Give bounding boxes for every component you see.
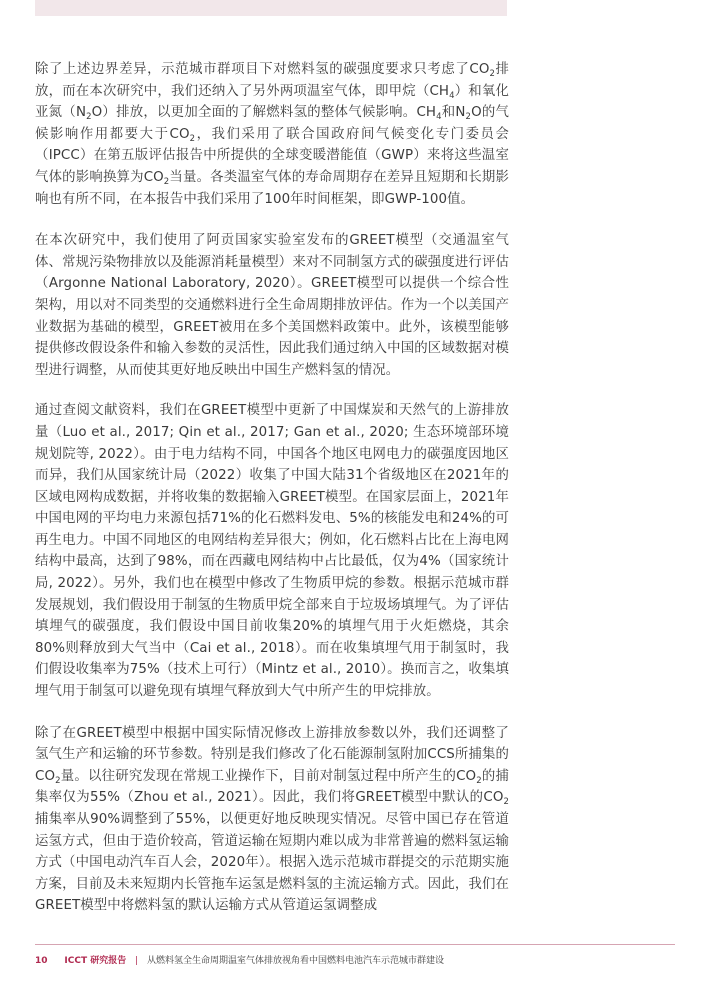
page-number: 10 xyxy=(35,956,48,966)
text-run: 在本次研究中，我们使用了阿贡国家实验室发布的GREET模型（交通温室气体、常规污染物排放以及能源消耗量模型）来对不同制氢方式的碳强度进行评估（Argonne National Laboratory, 2020）。GREET模型可以提供一个综合性架构，用以对不同类型的交通燃料进行全生命周期排放评估。作为一个以美国产业数据为基础的模型，GREET被用在多个美国燃料政策中。此外，该模型能够提供修改假设条件和输入参数的灵活性，因此我们通过纳入中国的区域数据对模型进行调整，从而使其更好地反映出中国生产燃料氢的情况。 xyxy=(35,233,509,378)
text-run: ）和氧化亚氮（N xyxy=(35,83,509,121)
paragraph-3 xyxy=(35,400,509,702)
subscript: 2 xyxy=(163,176,170,187)
footer-separator: | xyxy=(135,956,139,966)
text-run: ，我们采用了联合国政府间气候变化专门委员会（IPCC）在第五版评估报告中所提供的全球变暖潜能值（GWP）来将这些温室气体的影响换算为CO xyxy=(35,126,509,185)
text-run: 和N xyxy=(441,105,466,121)
paragraph-4 xyxy=(35,723,509,917)
text-run: 的捕集率仅为55%（Zhou et al., 2021）。因此，我们将GREET模型中默认的CO xyxy=(35,768,509,806)
report-title: 从燃料氢全生命周期温室气体排放视角看中国燃料电池汽车示范城市群建设 xyxy=(147,956,445,966)
report-series-label: ICCT 研究报告 xyxy=(64,956,127,966)
text-run: 量。以往研究发现在常规工业操作下，目前对制氢过程中所产生的CO xyxy=(60,768,477,784)
text-run: 除了上述边界差异，示范城市群项目下对燃料氢的碳强度要求只考虑了CO xyxy=(35,62,490,77)
subscript: 4 xyxy=(449,90,455,101)
text-run: O）排放，以更加全面的了解燃料氢的整体气候影响。CH xyxy=(91,105,437,121)
paragraph-1 xyxy=(35,59,509,210)
subscript: 2 xyxy=(476,775,482,786)
footer-divider xyxy=(35,944,675,945)
page-footer xyxy=(35,952,444,970)
subscript: 2 xyxy=(86,112,92,123)
paragraph-2 xyxy=(35,230,509,381)
text-run: 除了在GREET模型中根据中国实际情况修改上游排放参数以外，我们还调整了氢气生产和运输的环节参数。特别是我们修改了化石能源制氢附加CCS所捕集的CO xyxy=(35,725,509,784)
subscript: 4 xyxy=(436,112,442,123)
subscript: 2 xyxy=(465,112,472,123)
subscript: 2 xyxy=(189,133,196,144)
text-run: 捕集率从90%调整到了55%，以便更好地反映现实情况。尽管中国已存在管道运氢方式，但由于造价较高，管道运输在短期内难以成为非常普遍的燃料氢运输方式（中国电动汽车百人会，2020年）。根据入选示范城市群提交的示范期实施方案，目前及未来短期内长管拖车运氢是燃料氢的主流运输方式。因此，我们在GREET模型中将燃料氢的默认运输方式从管道运氢调整成 xyxy=(35,812,509,914)
body-text xyxy=(35,59,509,935)
text-run: 排放，而在本次研究中，我们还纳入了另外两项温室气体，即甲烷（CH xyxy=(35,62,509,99)
text-run: O的气候影响作用都要大于CO xyxy=(35,105,510,142)
subscript: 2 xyxy=(503,797,509,808)
subscript: 2 xyxy=(55,775,61,786)
text-run: 通过查阅文献资料，我们在GREET模型中更新了中国煤炭和天然气的上游排放量（Luo et al., 2017; Qin et al., 2017; Gan et al., 2020; 生态环境部环境规划院等, 2022）。由于电力结构不同，中国各个地区电网电力的碳强度因地区而异，我们从国家统计局（2022）收集了中国大陆31个省级地区在2021年的区域电网构成数据，并将收集的数据输入GREET模型。在国家层面上，2021年中国电网的平均电力来源包括71%的化石燃料发电、5%的核能发电和24%的可再生电力。中国不同地区的电网结构差异很大；例如，化石燃料占比在上海电网结构中最高，达到了98%，而在西藏电网结构中占比最低，仅为4%（国家统计局, 2022）。另外，我们也在模型中修改了生物质甲烷的参数。根据示范城市群发展规划，我们假设用于制氢的生物质甲烷全部来自于垃圾场填埋气。为了评估填埋气的碳强度，我们假设中国目前收集20%的填埋气用于火炬燃烧，其余80%则释放到大气当中（Cai et al., 2018）。而在收集填埋气用于制氢时，我们假设收集率为75%（技术上可行）（Mintz et al., 2010）。换而言之，收集填埋气用于制氢可以避免现有填埋气释放到大气中所产生的甲烷排放。 xyxy=(35,403,509,700)
subscript: 2 xyxy=(489,69,495,79)
header-band xyxy=(35,0,507,16)
text-run: 当量。各类温室气体的寿命周期存在差异且短期和长期影响也有所不同，在本报告中我们采用了100年时间框架，即GWP-100值。 xyxy=(35,169,510,207)
